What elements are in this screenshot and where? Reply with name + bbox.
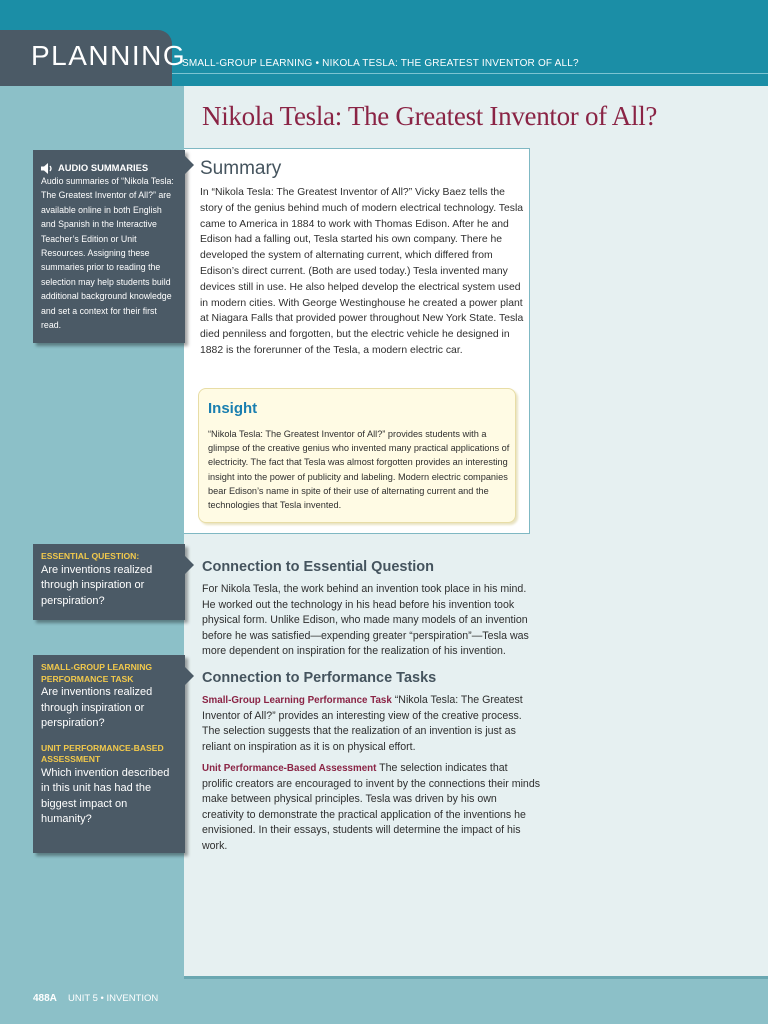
audio-summaries-text: Audio summaries of “Nikola Tesla: The Greatest Inventor of All?” are available online in both English and Spanish in the Interactive Teacher’s Edition or Unit Resources. Assigning these summaries prior to reading the selection may help students build additional background knowledge and set a context for their first read.	[41, 176, 174, 331]
breadcrumb: SMALL-GROUP LEARNING • NIKOLA TESLA: THE GREATEST INVENTOR OF ALL?	[182, 58, 579, 69]
page-title: Nikola Tesla: The Greatest Inventor of All?	[202, 101, 658, 131]
speaker-icon	[41, 163, 54, 174]
callout-arrow	[185, 556, 194, 574]
summary-heading: Summary	[200, 158, 282, 179]
page-number: 488A	[33, 993, 57, 1004]
audio-summaries-title-text: AUDIO SUMMARIES	[58, 162, 149, 173]
connection-eq-text: For Nikola Tesla, the work behind an invention took place in his mind. He worked out the technology in his head before his invention took physical form. Unlike Edison, who made many models of an invention before he was satisfied—expending greater “perspiration”—Tesla was more dependent on inspiration for the realization of his invention.	[202, 583, 529, 657]
summary-text: In “Nikola Tesla: The Greatest Inventor of All?” Vicky Baez tells the story of the genius behind much of modern electrical technology. Tesla came to America in 1884 to work with Thomas Edison. After he and Edison had a falling out, Tesla started his own company. There he developed the system of alternating current, which differed from Edison’s direct current. (Both are used today.) Tesla invented many devices still in use. He also helped develop the electrical system used in modern cities. With George Westinghouse he created a power plant at Niagara Falls that provided power throughout New York State. Tesla died penniless and forgotten, but the electric vehicle he designed in 1882 is the forerunner of the Tesla, a modern electric car.	[200, 187, 524, 356]
header-divider	[172, 73, 768, 74]
performance-task-paragraph	[202, 693, 540, 755]
unit-label: UNIT 5 • INVENTION	[68, 993, 159, 1004]
insight-heading: Insight	[208, 400, 258, 417]
performance-task-text: “Nikola Tesla: The Greatest Inventor of All?” provides an interesting view of the creative process. The selection suggests that the realization of an invention is just as reliant on inspiration as it is on physical effort.	[202, 694, 523, 753]
connection-pt-heading: Connection to Performance Tasks	[202, 670, 437, 686]
audio-summaries-title	[41, 162, 177, 174]
performance-tasks-box	[33, 655, 185, 853]
unit-assessment-lead: Unit Performance-Based Assessment	[202, 763, 377, 774]
unit-assessment-paragraph	[202, 761, 540, 854]
essential-question-text: Are inventions realized through inspiration or perspiration?	[41, 563, 153, 607]
small-group-label: SMALL-GROUP LEARNING PERFORMANCE TASK	[41, 662, 153, 684]
small-group-question: Are inventions realized through inspiration or perspiration?	[41, 686, 153, 729]
unit-assessment-text: The selection indicates that prolific creators are encouraged to invent by the connections their minds make between physical principles. Tesla was driven by his own creativity to demonstrate the practical application of the inventions he envisioned. In their essays, students will determine the impact of his work.	[202, 762, 541, 852]
connection-eq-heading: Connection to Essential Question	[202, 559, 435, 575]
callout-arrow	[185, 667, 194, 685]
section-tab-label: PLANNING	[31, 40, 187, 71]
section-tab	[0, 30, 187, 86]
performance-task-lead: Small-Group Learning Performance Task	[202, 695, 392, 706]
callout-arrow	[185, 156, 194, 174]
essential-question-label: ESSENTIAL QUESTION:	[41, 551, 140, 561]
insight-text: “Nikola Tesla: The Greatest Inventor of All?” provides students with a glimpse of the creative genius who invented many practical applications of electricity. The fact that Tesla was almost forgotten provides an interesting insight into the power of publicity and labeling. Modern electric companies bear Edison’s name in spite of their use of alternating current and the technologies that Tesla invented.	[208, 429, 510, 511]
unit-assessment-label: UNIT PERFORMANCE-BASED ASSESSMENT	[41, 742, 164, 764]
essential-question-box	[33, 544, 185, 620]
unit-assessment-question: Which invention described in this unit has had the biggest impact on humanity?	[41, 766, 170, 825]
audio-summaries-box	[33, 150, 185, 343]
main-panel-edge	[184, 976, 768, 979]
